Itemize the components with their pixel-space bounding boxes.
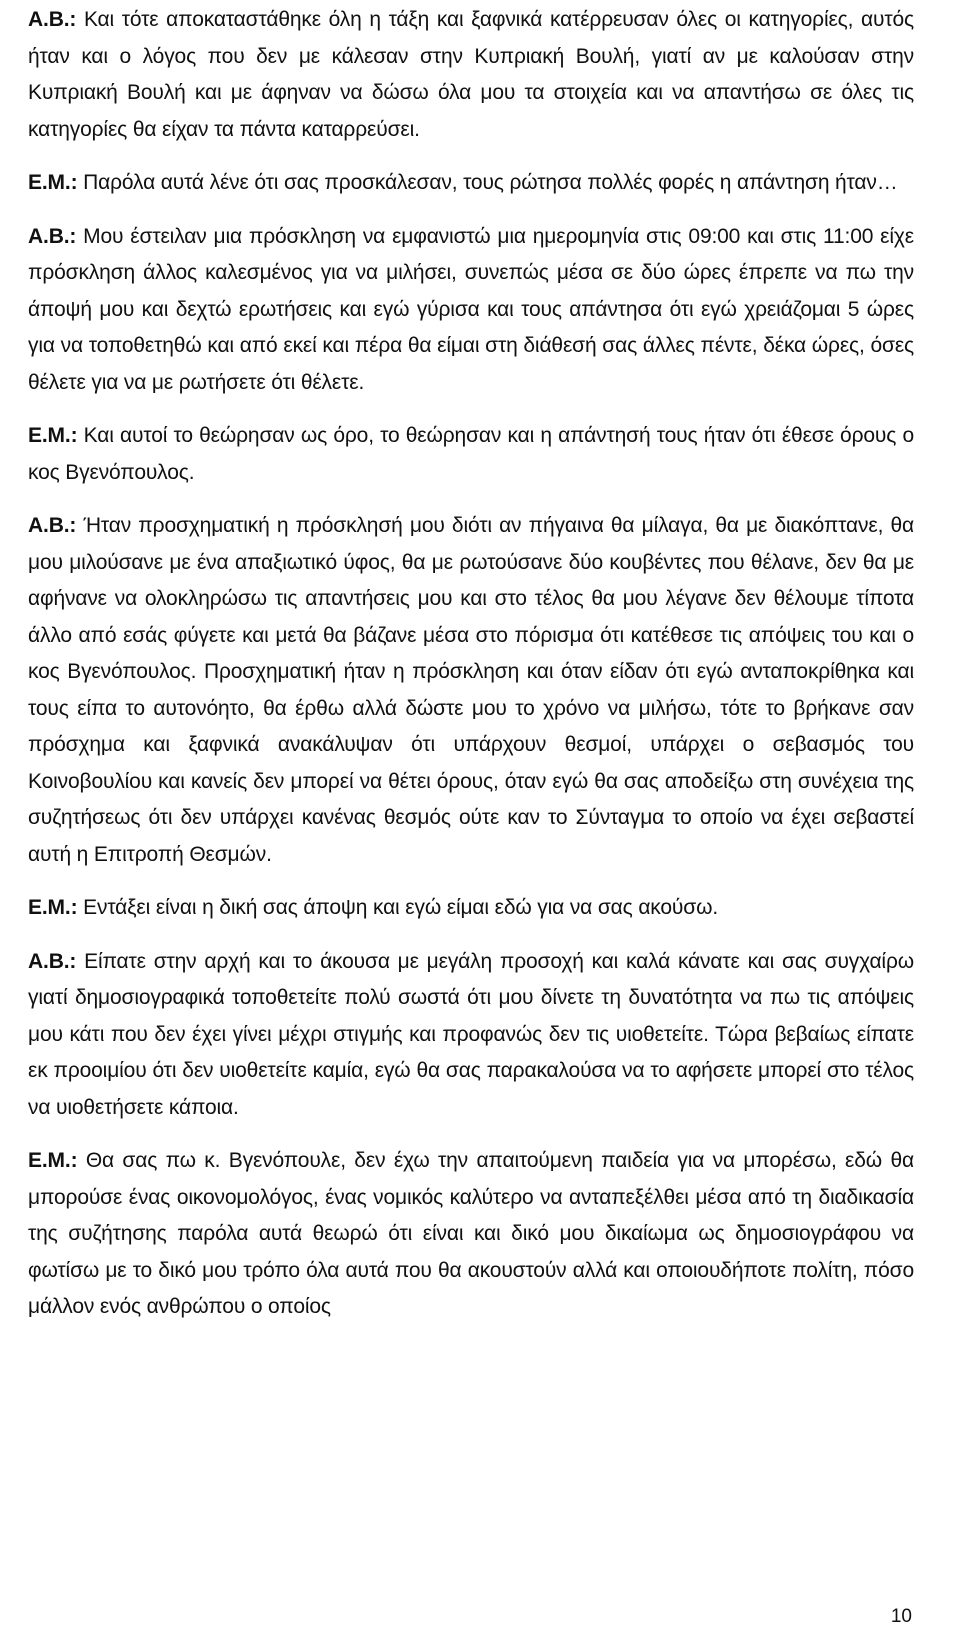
paragraph-text: Μου έστειλαν μια πρόσκληση να εμφανιστώ μια ημερομηνία στις 09:00 και στις 11:00 είχε πρόσκληση άλλος καλεσμένος για να μιλήσει, συνεπώς μέσα σε δύο ώρες έπρεπε να πω την άποψή μου και δεχτώ ερωτήσεις και εγώ γύρισα και τους απάντησα ότι εγώ χρειάζομαι 5 ώρες για να τοποθετηθώ και από εκεί και πέρα θα είμαι στη διάθεσή σας άλλες πέντε, δέκα ώρες, όσες θέλετε για να με ρωτήσετε ότι θέλετε.: [28, 224, 914, 394]
paragraph-7: [28, 944, 914, 1127]
paragraph-1: [28, 0, 914, 148]
speaker-label: Ε.Μ.:: [28, 896, 78, 919]
document-page: [28, 0, 914, 1326]
paragraph-5: [28, 508, 914, 873]
paragraph-6: [28, 890, 914, 927]
speaker-label: Ε.Μ.:: [28, 1149, 78, 1172]
speaker-label: Ε.Μ.:: [28, 171, 78, 194]
paragraph-text: Εντάξει είναι η δική σας άποψη και εγώ είμαι εδώ για να σας ακούσω.: [77, 896, 719, 919]
paragraph-text: Είπατε στην αρχή και το άκουσα με μεγάλη προσοχή και καλά κάνατε και σας συγχαίρω γιατί δημοσιογραφικά τοποθετείτε πολύ σωστά ότι μου δίνετε τη δυνατότητα να πω τις απόψεις μου κάτι που δεν έχει γίνει μέχρι στιγμής και προφανώς δεν τις υιοθετείτε. Τώρα βεβαίως είπατε εκ προοιμίου ότι δεν υιοθετείτε καμία, εγώ θα σας παρακαλούσα να το αφήσετε μπορεί στο τέλος να υιοθετήσετε κάποια.: [28, 949, 914, 1119]
speaker-label: Α.Β.:: [28, 949, 77, 973]
speaker-label: Α.Β.:: [28, 8, 77, 31]
page-number: 10: [890, 1606, 912, 1627]
paragraph-text: Ήταν προσχηματική η πρόσκλησή μου διότι αν πήγαινα θα μίλαγα, θα με διακόπτανε, θα μου μιλούσανε με ένα απαξιωτικό ύφος, θα με ρωτούσανε δύο κουβέντες που θέλανε, δεν θα με αφήνανε να ολοκληρώσω τις απαντήσεις μου και στο τέλος θα μου λέγανε δεν θέλουμε τίποτα άλλο από εσάς φύγετε και μετά θα βάζανε μέσα στο πόρισμα ότι κατέθεσε τις απόψεις του και ο κος Βγενόπουλος. Προσχηματική ήταν η πρόσκληση και όταν είδαν ότι εγώ ανταποκρίθηκα και τους είπα το αυτονόητο, θα έρθω αλλά δώστε μου το χρόνο να μιλήσω, τότε το βρήκανε σαν πρόσχημα και ξαφνικά ανακάλυψαν ότι υπάρχουν θεσμοί, υπάρχει ο σεβασμός του Κοινοβουλίου και κανείς δεν μπορεί να θέτει όρους, όταν εγώ θα σας αποδείξω στη συνέχεια της συζητήσεως ότι δεν υπάρχει κανένας θεσμός ούτε καν το Σύνταγμα το οποίο να έχει σεβαστεί αυτή η Επιτροπή Θεσμών.: [28, 514, 914, 866]
speaker-label: Α.Β.:: [28, 514, 77, 537]
paragraph-2: [28, 165, 914, 202]
paragraph-text: Θα σας πω κ. Βγενόπουλε, δεν έχω την απαιτούμενη παιδεία για να μπορέσω, εδώ θα μπορούσε ένας οικονομολόγος, ένας νομικός καλύτερο να ανταπεξέλθει μέσα από τη διαδικασία της συζήτησης παρόλα αυτά θεωρώ ότι είναι και δικό μου δικαίωμα ως δημοσιογράφου να φωτίσω με το δικό μου τρόπο όλα αυτά που θα ακουστούν αλλά και οποιουδήποτε πολίτη, πόσο μάλλον ενός ανθρώπου ο οποίος: [28, 1149, 914, 1318]
speaker-label: Α.Β.:: [28, 224, 77, 248]
speaker-label: Ε.Μ.:: [28, 424, 78, 447]
paragraph-text: Και τότε αποκαταστάθηκε όλη η τάξη και ξαφνικά κατέρρευσαν όλες οι κατηγορίες, αυτός ήταν και ο λόγος που δεν με κάλεσαν στην Κυπριακή Βουλή, γιατί αν με καλούσαν στην Κυπριακή Βουλή και με άφηναν να δώσω όλα μου τα στοιχεία και να απαντήσω σε όλες τις κατηγορίες θα είχαν τα πάντα καταρρεύσει.: [28, 8, 914, 141]
paragraph-4: [28, 418, 914, 491]
paragraph-text: Και αυτοί το θεώρησαν ως όρο, το θεώρησαν και η απάντησή τους ήταν ότι έθεσε όρους ο κος Βγενόπουλος.: [28, 424, 914, 484]
paragraph-8: [28, 1143, 914, 1326]
paragraph-3: [28, 219, 914, 402]
paragraph-text: Παρόλα αυτά λένε ότι σας προσκάλεσαν, τους ρώτησα πολλές φορές η απάντηση ήταν…: [77, 171, 898, 194]
